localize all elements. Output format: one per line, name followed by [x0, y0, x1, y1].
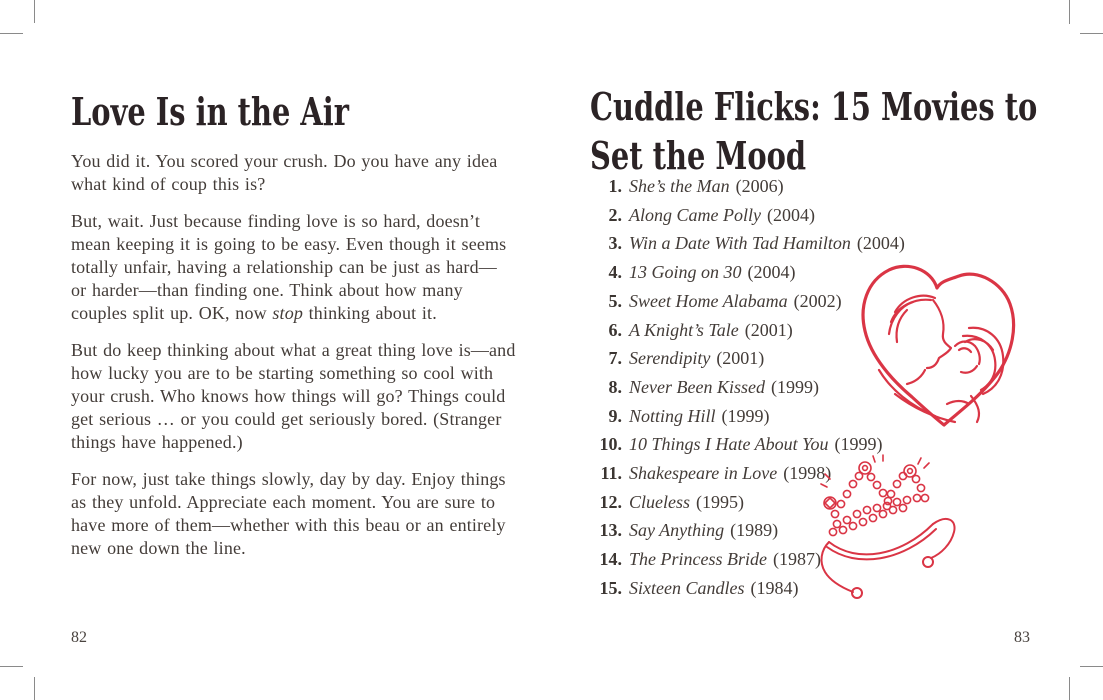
body-line: get serious … or you could get seriously bored. (Stranger — [71, 409, 502, 429]
movie-year: (1999) — [721, 405, 770, 426]
movie-number: 11. — [600, 463, 622, 484]
crop-mark — [0, 666, 23, 667]
body-line: have more of them—whether with this beau or an entirely — [71, 515, 506, 535]
movie-year: (1989) — [730, 520, 779, 541]
right-page-title-line2: Set the Mood — [590, 133, 807, 179]
movie-number: 14. — [599, 549, 622, 570]
movie-title: Along Came Polly — [629, 204, 761, 225]
movie-year: (1984) — [750, 577, 799, 598]
movie-number: 10. — [599, 434, 622, 455]
movie-title: The Princess Bride — [629, 549, 767, 570]
movie-number: 9. — [608, 405, 622, 426]
crop-mark — [0, 33, 23, 34]
crop-mark — [1080, 33, 1103, 34]
movie-number: 12. — [599, 491, 622, 512]
body-line — [71, 302, 515, 325]
body-line: mean keeping it is going to be easy. Even though it seems — [71, 234, 507, 254]
movie-number: 5. — [608, 290, 622, 311]
movie-number: 3. — [608, 233, 622, 254]
crop-mark — [34, 0, 35, 23]
movie-year: (2002) — [793, 290, 842, 311]
movie-year: (1999) — [770, 376, 819, 397]
body-line: what kind of coup this is? — [71, 174, 266, 194]
body-line: new one down the line. — [71, 538, 246, 558]
movie-number: 4. — [608, 262, 622, 283]
movie-title: Serendipity — [629, 348, 711, 369]
movie-number: 7. — [608, 348, 622, 369]
right-page-title — [590, 82, 1037, 180]
movie-year: (2004) — [747, 262, 796, 283]
left-page-body — [71, 150, 515, 574]
movie-number: 2. — [608, 204, 622, 225]
body-line: how lucky you are to be starting something so cool with — [71, 363, 494, 383]
movie-title: Say Anything — [629, 520, 725, 541]
page-number-right: 83 — [1014, 629, 1030, 646]
body-text: thinking about it. — [303, 303, 437, 323]
body-line: But do keep thinking about what a great thing love is—and — [71, 340, 516, 360]
movie-year: (2001) — [716, 348, 765, 369]
movie-year: (2006) — [735, 176, 784, 196]
crop-mark — [34, 677, 35, 700]
movie-list-item — [590, 201, 905, 230]
body-line: or harder—than finding one. Think about how many — [71, 280, 463, 300]
body-line: totally unfair, having a relationship can be just as hard— — [71, 257, 497, 277]
movie-title: Clueless — [629, 491, 690, 512]
body-line: You did it. You scored your crush. Do you have any idea — [71, 151, 498, 171]
movie-title: 10 Things I Hate About You — [629, 434, 829, 455]
paragraph — [71, 468, 515, 560]
crop-mark — [1080, 666, 1103, 667]
movie-year: (2001) — [744, 319, 793, 340]
movie-year: (1987) — [772, 549, 821, 570]
movie-year: (1995) — [696, 491, 744, 512]
movie-year: (2004) — [766, 204, 815, 225]
movie-title: Shakespeare in Love — [629, 463, 778, 484]
body-text: couples split up. OK, now — [71, 303, 273, 323]
left-page-title: Love Is in the Air — [71, 89, 349, 135]
movie-title: Never Been Kissed — [629, 376, 765, 397]
movie-number: 13. — [599, 520, 622, 541]
movie-year: (1999) — [834, 434, 883, 455]
emphasized-word: stop — [272, 303, 303, 323]
paragraph — [71, 210, 515, 325]
movie-title: 13 Going on 30 — [629, 262, 742, 283]
movie-title: She’s the Man — [629, 176, 730, 196]
right-page-title-line1: Cuddle Flicks: 15 Movies to — [590, 84, 1038, 130]
movie-year: (1998) — [783, 463, 832, 484]
movie-title: Sweet Home Alabama — [629, 290, 788, 311]
movie-title: Win a Date With Tad Hamilton — [629, 233, 851, 254]
body-line: your crush. Who knows how things will go? Things could — [71, 386, 506, 406]
movie-number: 6. — [608, 319, 622, 340]
kissing-couple-in-heart-illustration — [851, 254, 1023, 434]
paragraph — [71, 150, 515, 196]
movie-number: 15. — [599, 577, 622, 598]
beaded-tiara-illustration — [817, 452, 963, 600]
movie-title: A Knight’s Tale — [629, 319, 739, 340]
page-number-left: 82 — [71, 629, 87, 646]
body-line: But, wait. Just because finding love is so hard, doesn’t — [71, 211, 481, 231]
movie-year: (2004) — [856, 233, 905, 254]
crop-mark — [1069, 677, 1070, 700]
paragraph — [71, 339, 515, 454]
movie-number: 8. — [608, 376, 622, 397]
movie-list-item — [590, 172, 905, 201]
body-line: For now, just take things slowly, day by day. Enjoy things — [71, 469, 506, 489]
movie-title: Notting Hill — [629, 405, 716, 426]
movie-title: Sixteen Candles — [629, 577, 745, 598]
body-line: as they unfold. Appreciate each moment. You are sure to — [71, 492, 496, 512]
movie-number: 1. — [608, 176, 622, 196]
body-line: things have happened.) — [71, 432, 243, 452]
crop-mark — [1069, 0, 1070, 24]
